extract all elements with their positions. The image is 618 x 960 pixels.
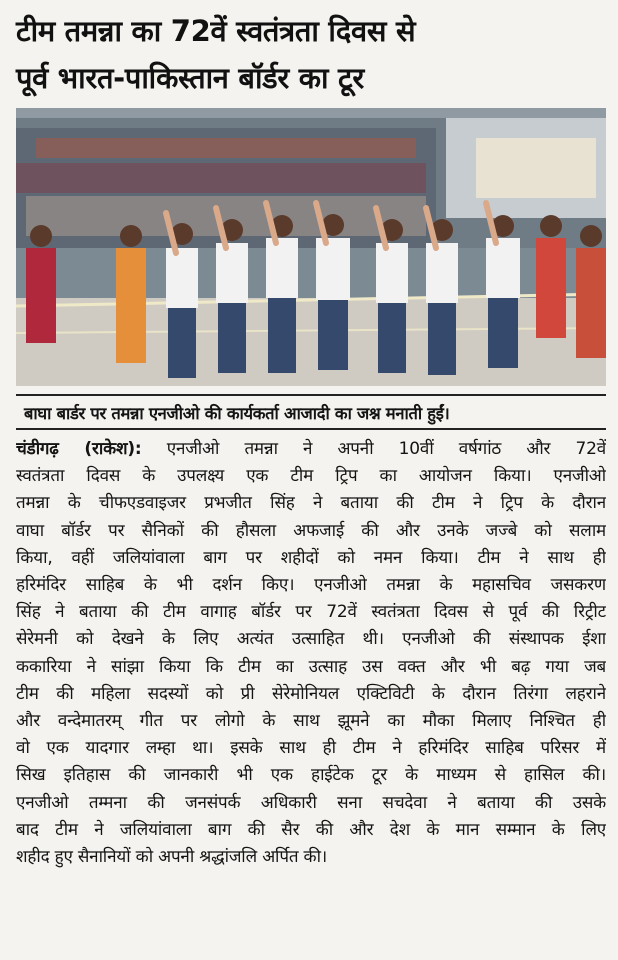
article-line: किया, वहीं जलियांवाला बाग पर शहीदों को नमन किया। टीम ने साथ ही [16, 547, 606, 568]
headline-line-2: पूर्व भारत-पाकिस्तान बॉर्डर का टूर [16, 61, 364, 95]
article-line: और वन्देमातरम् गीत पर लोगो के साथ झूमने का मौका मिलाए निश्चित ही [16, 711, 606, 732]
article-line: एनजीओ तम्मना की जनसंपर्क अधिकारी सना सचदेवा ने बताया की उसके [16, 792, 606, 813]
article-line: चंडीगढ़ (राकेश): एनजीओ तमन्ना ने अपनी 10वीं वर्षगांठ और 72वें [16, 439, 606, 459]
crowd-photo-illustration [16, 108, 606, 386]
article-line: सेरेमनी को देखने के लिए अत्यंत उत्साहित थी। एनजीओ की संस्थापक ईशा [16, 629, 606, 650]
news-photo [16, 108, 606, 386]
article-line: हरिमंदिर साहिब के भी दर्शन किए। एनजीओ तमन्ना के महासचिव जसकरण [16, 575, 606, 596]
article-line: शहीद हुए सैनानियों को अपनी श्रद्धांजलि अर्पित की। [16, 847, 328, 868]
caption-text: बाघा बार्डर पर तमन्ना एनजीओ की कार्यकर्ता आजादी का जश्न मनाती हुईं। [24, 403, 450, 423]
article-line: स्वतंत्रता दिवस के उपलक्ष्य एक टीम ट्रिप का आयोजन किया। एनजीओ [16, 466, 606, 487]
photo-caption [16, 394, 606, 430]
article-line: सिंह ने बताया की टीम वागाह बॉर्डर पर 72वें स्वतंत्रता दिवस से पूर्व की रिट्रीट [16, 602, 606, 623]
headline-line-1: टीम तमन्ना का 72वें स्वतंत्रता दिवस से [16, 14, 416, 48]
dateline: चंडीगढ़ (राकेश): [16, 439, 142, 459]
article-line: वो एक यादगार लम्हा था। इसके साथ ही टीम ने हरिमंदिर साहिब परिसर में [16, 738, 606, 759]
article-line: ककारिया ने सांझा किया कि टीम का उत्साह उस वक्त और भी बढ़ गया जब [16, 656, 606, 677]
headline [16, 8, 606, 102]
article-line: तमन्ना के चीफएडवाइजर प्रभजीत सिंह ने बताया की टीम ने ट्रिप के दौरान [16, 493, 606, 514]
article-line: सिख इतिहास की जानकारी भी एक हाईटेक टूर के माध्यम से हासिल की। [16, 765, 606, 786]
article-line: वाघा बॉर्डर पर सैनिकों की हौसला अफजाई की और उनके जज्बे को सलाम [16, 520, 606, 541]
article-body [16, 436, 606, 871]
article-line: टीम की महिला सदस्यों को प्री सेरेमोनियल एक्टिविटी के दौरान तिरंगा लहराने [16, 683, 606, 704]
article-line: बाद टीम ने जलियांवाला बाग की सैर की और देश के मान सम्मान के लिए [16, 819, 606, 840]
